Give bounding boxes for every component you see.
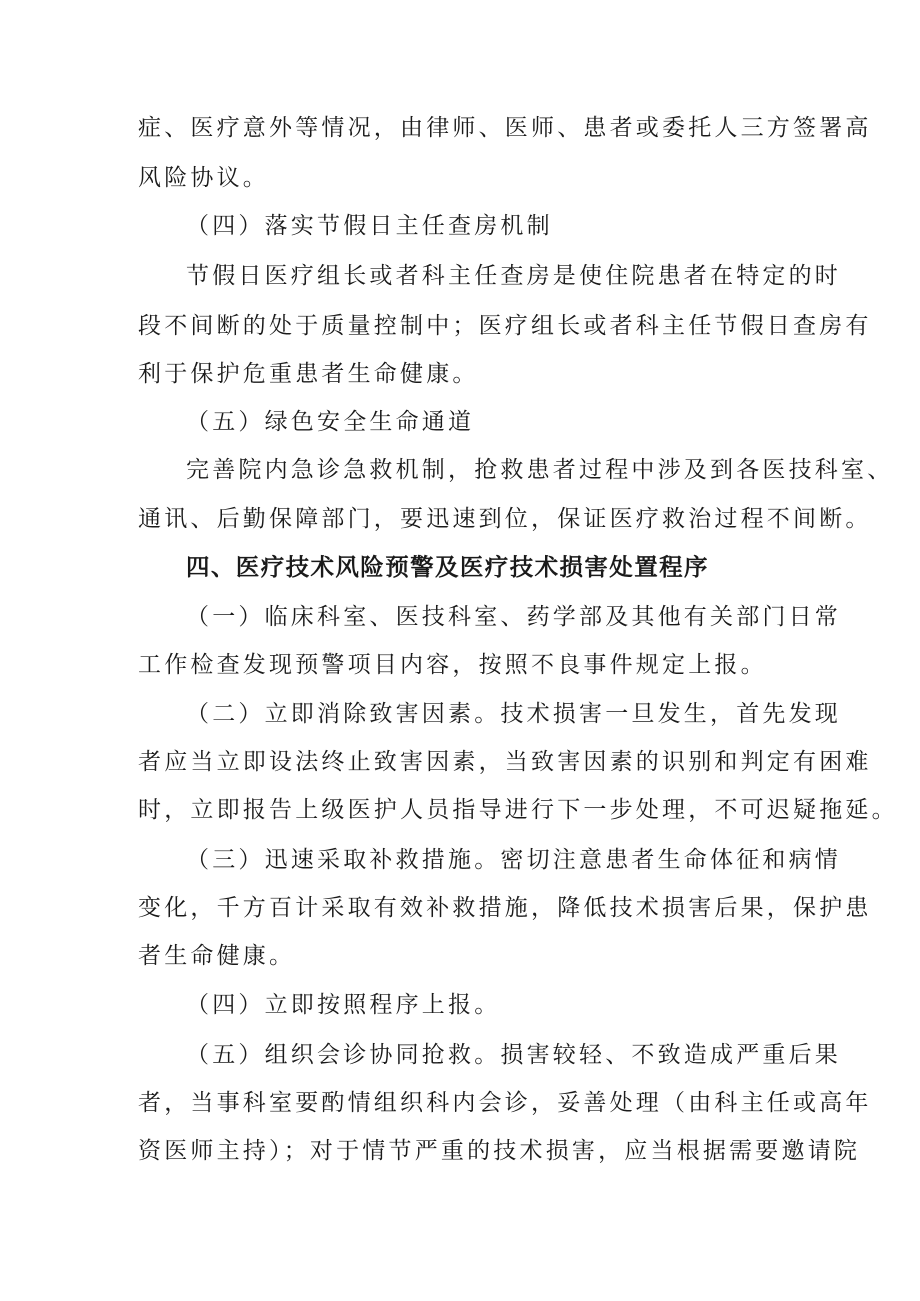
text-line: （五）组织会诊协同抢救。损害较轻、不致造成严重后果 — [186, 1042, 841, 1068]
text-line: 资医师主持）；对于情节严重的技术损害，应当根据需要邀请院 — [138, 1138, 861, 1164]
text-line: 者应当立即设法终止致害因素，当致害因素的识别和判定有困难 — [138, 749, 872, 775]
text-line: （二）立即消除致害因素。技术损害一旦发生，首先发现 — [186, 701, 841, 727]
text-line: 段不间断的处于质量控制中；医疗组长或者科主任节假日查房有 — [138, 313, 872, 339]
text-line: 风险协议。 — [138, 165, 269, 191]
text-line: （四）立即按照程序上报。 — [186, 992, 501, 1018]
text-line: 工作检查发现预警项目内容，按照不良事件规定上报。 — [138, 652, 767, 678]
text-line: （三）迅速采取补救措施。密切注意患者生命体征和病情 — [186, 847, 841, 873]
text-line: 通讯、后勤保障部门，要迅速到位，保证医疗救治过程不间断。 — [138, 506, 872, 532]
subsection-heading: （四）落实节假日主任查房机制 — [186, 213, 553, 239]
text-line: 利于保护危重患者生命健康。 — [138, 361, 479, 387]
text-line: 者，当事科室要酌情组织科内会诊，妥善处理（由科主任或高年 — [138, 1090, 872, 1116]
text-line: 者生命健康。 — [138, 943, 296, 969]
text-line: 完善院内急诊急救机制，抢救患者过程中涉及到各医技科室、 — [186, 457, 894, 483]
text-line: （一）临床科室、医技科室、药学部及其他有关部门日常 — [186, 604, 841, 630]
text-line: 时，立即报告上级医护人员指导进行下一步处理，不可迟疑拖延。 — [138, 797, 898, 823]
subsection-heading: （五）绿色安全生命通道 — [186, 409, 475, 435]
text-line: 症、医疗意外等情况，由律师、医师、患者或委托人三方签署高 — [138, 115, 872, 141]
text-line: 变化，千方百计采取有效补救措施，降低技术损害后果，保护患 — [138, 895, 872, 921]
section-heading: 四、医疗技术风险预警及医疗技术损害处置程序 — [186, 553, 709, 581]
text-line: 节假日医疗组长或者科主任查房是使住院患者在特定的时 — [186, 263, 841, 289]
